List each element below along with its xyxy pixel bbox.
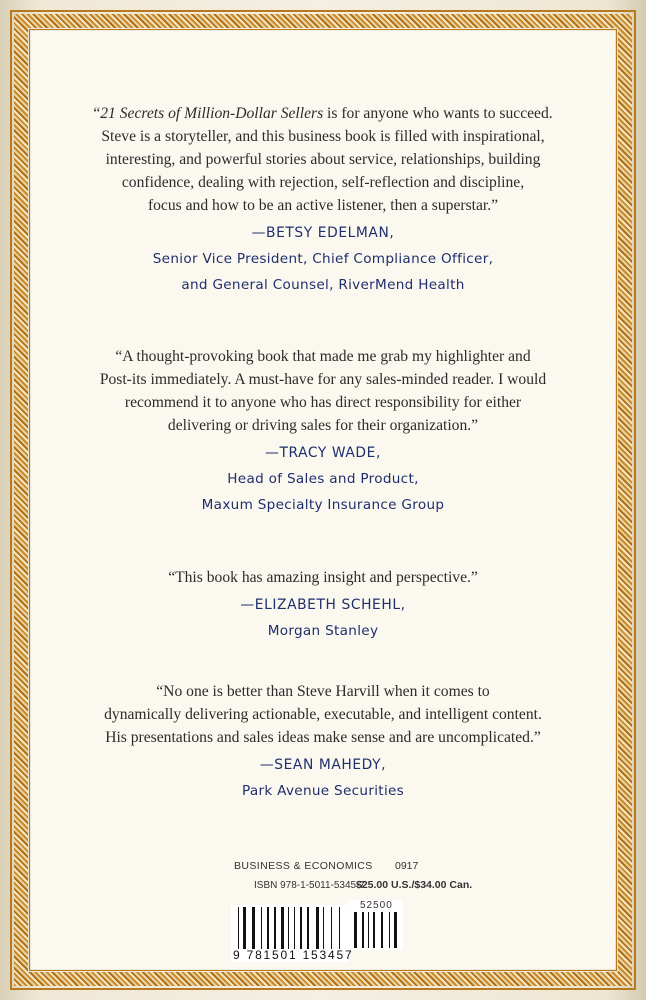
barcode-stripe [294,907,295,949]
barcode-stripe [281,907,284,949]
quote-text: is for anyone who wants to succeed. [323,105,553,122]
attribution-title: Head of Sales and Product, [227,471,419,487]
code-label: 0917 [395,860,419,872]
quote-line: “A thought-provoking book that made me grab my highlighter and [115,348,531,365]
barcode-stripe [368,912,369,948]
attribution-name: —TRACY WADE, [265,445,381,461]
quote-line: His presentations and sales ideas make sense and are uncomplicated.” [105,729,541,746]
barcode-stripe [288,907,289,949]
barcode-stripe [362,912,364,948]
category-label: BUSINESS & ECONOMICS [234,860,373,872]
barcode-stripe [243,907,246,949]
endorsement-quote-4 [0,680,646,804]
quote-line: delivering or driving sales for their organization.” [167,417,479,434]
attribution-name: —BETSY EDELMAN, [251,225,395,241]
barcode-digits: 9 781501 153457 [233,948,354,962]
barcode-stripe [373,912,375,948]
barcode-stripe [323,907,324,949]
isbn-barcode [238,907,345,949]
attribution-organization: Park Avenue Securities [241,783,405,799]
barcode-stripe [316,907,319,949]
attribution-name: —SEAN MAHEDY, [259,757,387,773]
barcode-stripe [300,907,302,949]
barcode-stripe [331,907,332,949]
quote-line: Post-its immediately. A must-have for any sales-minded reader. I would [99,371,547,388]
barcode-stripe [381,912,383,948]
barcode-stripe [261,907,262,949]
quote-line: confidence, dealing with rejection, self-reflection and discipline, [121,174,525,191]
barcode-stripe [394,912,397,948]
price-label: $25.00 U.S./$34.00 Can. [356,879,473,891]
attribution-organization: and General Counsel, RiverMend Health [181,277,465,293]
quote-line: “No one is better than Steve Harvill when it comes to [156,683,490,700]
attribution-organization: Maxum Specialty Insurance Group [201,497,445,513]
open-quote-mark: “ [93,105,101,122]
price-barcode [354,912,399,948]
quote-line: recommend it to anyone who has direct responsibility for either [124,394,522,411]
barcode-stripe [389,912,390,948]
barcode-stripe [274,907,276,949]
quote-line [0,102,646,125]
attribution-organization: Morgan Stanley [267,623,379,639]
barcode-stripe [267,907,269,949]
quote-line: “This book has amazing insight and perspective.” [168,569,478,586]
price-code-label: 52500 [360,900,393,911]
book-title: 21 Secrets of Million-Dollar Sellers [100,105,324,122]
quote-line: interesting, and powerful stories about service, relationships, building [105,151,541,168]
barcode-stripe [307,907,309,949]
endorsement-quote-2 [0,345,646,518]
attribution-title: Senior Vice President, Chief Compliance Officer, [152,251,494,267]
barcode-stripe [354,912,357,948]
quote-line: dynamically delivering actionable, executable, and intelligent content. [104,706,542,723]
isbn-label: ISBN 978-1-5011-5345-7 [254,880,365,891]
barcode-stripe [238,907,239,949]
endorsement-quote-1 [0,102,646,298]
endorsement-quote-3 [0,566,646,644]
barcode-stripe [252,907,255,949]
attribution-name: —ELIZABETH SCHEHL, [240,597,406,613]
quote-line: focus and how to be an active listener, then a superstar.” [147,197,499,214]
barcode-stripe [339,907,340,949]
quote-line: Steve is a storyteller, and this business book is filled with inspirational, [101,128,545,145]
